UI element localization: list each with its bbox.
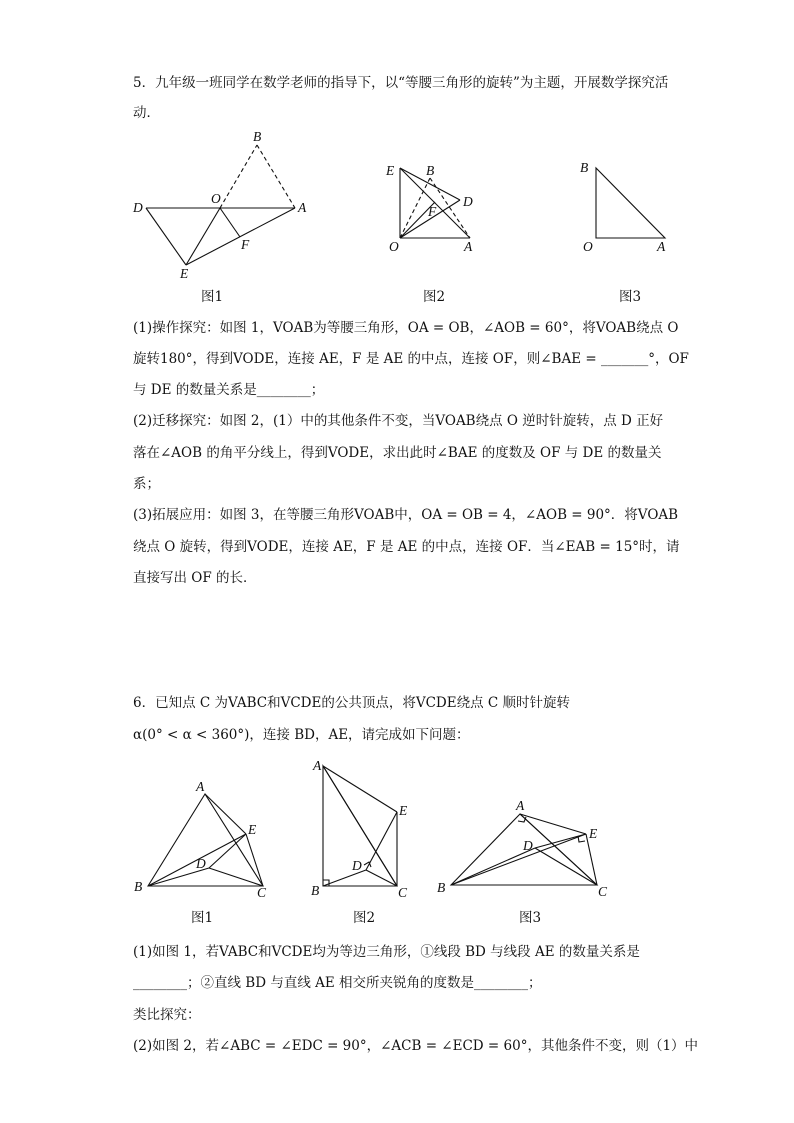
p5-fig1-caption: 图1 (201, 289, 224, 305)
p5-fig3-caption: 图3 (619, 289, 642, 305)
p6-fig2 (311, 758, 408, 900)
p5-f3-label-B: B (580, 160, 589, 175)
p5-f3-label-O: O (583, 239, 593, 254)
p5-q3-line3: 直接写出 OF 的长． (133, 570, 257, 586)
p6-intro-line2: α(0° < α < 360°)，连接 BD，AE，请完成如下问题： (133, 727, 470, 743)
p5-q3-line2: 绕点 O 旋转，得到VODE，连接 AE，F 是 AE 的中点，连接 OF．当∠EAB = 15°时，请 (133, 539, 680, 555)
p6-analogy-heading: 类比探究： (133, 1007, 201, 1023)
p6-f2-label-E: E (399, 803, 408, 818)
p5-q1-line1: (1)操作探究：如图 1，VOAB为等腰三角形，OA = OB，∠AOB = 60°，将VOAB绕点 O (133, 320, 679, 336)
p5-fig2-caption: 图2 (423, 289, 446, 305)
p6-f2-label-B: B (311, 883, 320, 898)
p5-q2-line1: (2)迁移探究：如图 2，(1）中的其他条件不变，当VOAB绕点 O 逆时针旋转，点 D 正好 (133, 413, 664, 429)
p6-f3-label-A: A (516, 798, 525, 813)
p5-f1-label-D: D (133, 200, 143, 215)
p6-f1-label-A: A (196, 779, 205, 794)
p6-intro-line1: 6．已知点 C 为VABC和VCDE的公共顶点，将VCDE绕点 C 顺时针旋转 (133, 695, 571, 711)
p5-f2-label-F: F (428, 204, 437, 219)
p5-f1-label-E: E (180, 266, 189, 281)
p6-q1-line2: ________；②直线 BD 与直线 AE 相交所夹锐角的度数是________； (133, 975, 542, 991)
p6-f3-label-C: C (598, 884, 608, 899)
p5-fig2 (385, 163, 473, 254)
p5-f2-label-D: D (463, 194, 473, 209)
p5-q2-line3: 系； (133, 476, 160, 492)
p5-f1-label-F: F (241, 237, 250, 252)
p5-q3-line1: (3)拓展应用：如图 3，在等腰三角形VOAB中，OA = OB = 4，∠AOB = 90°．将VOAB (133, 507, 679, 523)
p5-q2-line2: 落在∠AOB 的角平分线上，得到VODE，求出此时∠BAE 的度数及 OF 与 DE 的数量关 (133, 445, 662, 461)
p5-f1-label-B: B (253, 129, 262, 144)
p5-f1-label-A: A (298, 200, 307, 215)
p6-fig1 (134, 779, 267, 900)
p5-f2-label-O: O (389, 239, 399, 254)
p6-f1-label-E: E (248, 822, 257, 837)
p5-f2-label-B: B (426, 163, 435, 178)
p6-f1-label-B: B (134, 879, 143, 894)
p5-f2-label-E: E (386, 163, 395, 178)
p5-fig1 (132, 129, 307, 281)
p5-q1-line2: 旋转180°，得到VODE，连接 AE，F 是 AE 的中点，连接 OF，则∠BAE = _______°，OF (133, 351, 689, 367)
p5-q1-line3: 与 DE 的数量关系是________； (133, 382, 325, 398)
p6-f2-label-A: A (313, 758, 322, 773)
p6-q1-line1: (1)如图 1，若VABC和VCDE均为等边三角形，①线段 BD 与线段 AE 的数量关系是 (133, 944, 640, 960)
p6-f3-label-D: D (523, 838, 533, 853)
p6-fig3-caption: 图3 (519, 910, 542, 926)
p5-intro: 5．九年级一班同学在数学老师的指导下，以“等腰三角形的旋转”为主题，开展数学探究活动． (133, 75, 669, 121)
p6-fig3 (437, 798, 608, 899)
p6-f3-label-B: B (437, 880, 446, 895)
p6-q2-line1: (2)如图 2，若∠ABC = ∠EDC = 90°，∠ACB = ∠ECD = 60°，其他条件不变，则（1）中 (133, 1038, 699, 1054)
p5-f1-label-O: O (211, 191, 221, 206)
p6-fig1-caption: 图1 (191, 910, 214, 926)
p6-f2-label-C: C (398, 885, 408, 900)
p5-fig3 (580, 160, 666, 254)
p6-f2-label-D: D (352, 858, 362, 873)
p6-fig2-caption: 图2 (353, 910, 376, 926)
p5-f3-label-A: A (657, 239, 666, 254)
p6-f1-label-D: D (196, 856, 206, 871)
p6-f1-label-C: C (257, 885, 267, 900)
p6-f3-label-E: E (589, 826, 598, 841)
p5-f2-label-A: A (464, 239, 473, 254)
